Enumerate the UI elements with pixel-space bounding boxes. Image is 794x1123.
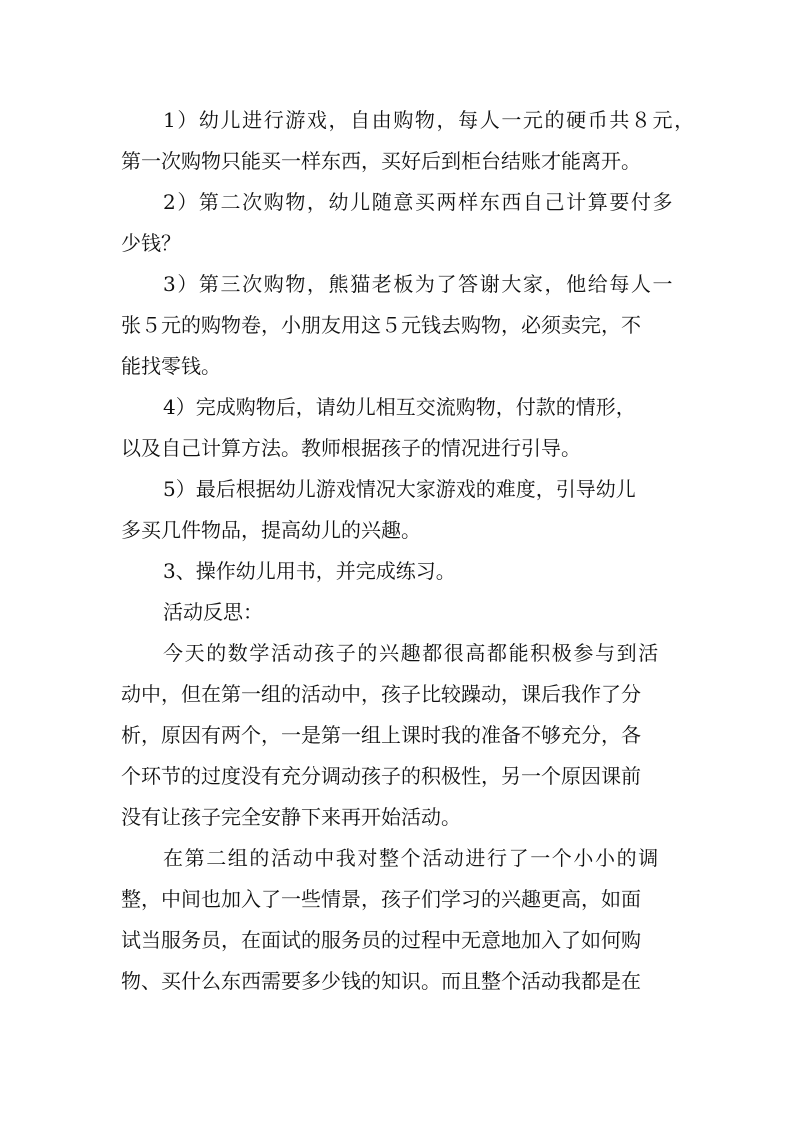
text-line: 动中，但在第一组的活动中，孩子比较躁动，课后我作了分 (121, 682, 641, 706)
text-line: 5）最后根据幼儿游戏情况大家游戏的难度，引导幼儿 (163, 477, 636, 501)
text-line: 4）完成购物后，请幼儿相互交流购物，付款的情形， (163, 395, 636, 419)
text-line: 物、买什么东西需要多少钱的知识。而且整个活动我都是在 (121, 969, 641, 993)
text-line: 1）幼儿进行游戏，自由购物，每人一元的硬币共８元， (163, 108, 696, 132)
text-line: 整，中间也加入了一些情景，孩子们学习的兴趣更高，如面 (121, 887, 641, 911)
text-line: 今天的数学活动孩子的兴趣都很高都能积极参与到活 (163, 641, 660, 665)
text-line: 少钱？ (121, 231, 181, 255)
text-line: 能找零钱。 (121, 354, 221, 378)
text-line: 活动反思： (163, 600, 263, 624)
text-line: 以及自己计算方法。教师根据孩子的情况进行引导。 (121, 436, 581, 460)
text-line: 3）第三次购物，熊猫老板为了答谢大家，他给每人一 (163, 272, 675, 296)
text-line: 3、操作幼儿用书，并完成练习。 (163, 559, 456, 583)
text-line: 张５元的购物卷，小朋友用这５元钱去购物，必须卖完，不 (121, 313, 641, 337)
text-line: 2）第二次购物，幼儿随意买两样东西自己计算要付多 (163, 190, 675, 214)
text-line: 个环节的过度没有充分调动孩子的积极性，另一个原因课前 (121, 764, 641, 788)
text-line: 没有让孩子完全安静下来再开始活动。 (121, 805, 461, 829)
text-line: 第一次购物只能买一样东西，买好后到柜台结账才能离开。 (121, 149, 641, 173)
text-line: 多买几件物品，提高幼儿的兴趣。 (121, 518, 421, 542)
text-line: 试当服务员，在面试的服务员的过程中无意地加入了如何购 (121, 928, 641, 952)
text-line: 在第二组的活动中我对整个活动进行了一个小小的调 (163, 846, 660, 870)
text-line: 析，原因有两个，一是第一组上课时我的准备不够充分，各 (121, 723, 641, 747)
